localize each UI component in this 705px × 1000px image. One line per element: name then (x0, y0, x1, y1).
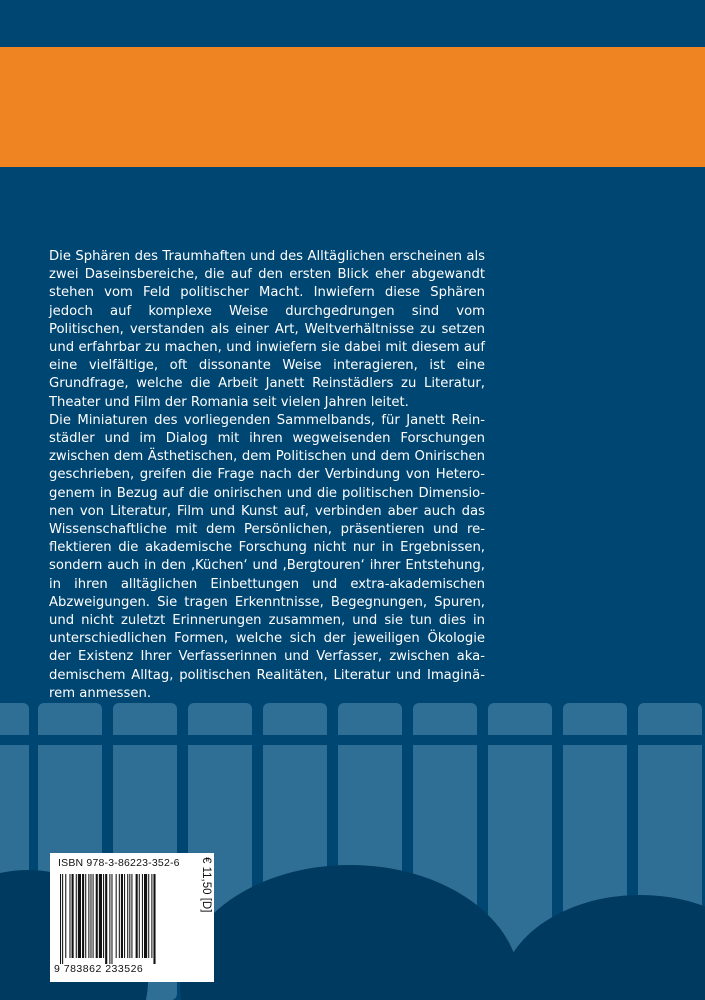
blurb-paragraph-1: Die Sphären des Traumhaften und des Alltäglichen erscheinen als zwei Daseinsbereiche, die auf den ersten Blick eher abgewandt stehen vom Feld politischer Macht. Inwiefern diese Sphären jedoch auf komplexe Weise durchgedrungen sind vom Politischen, verstanden als einer Art, Weltverhältnisse zu setzen und erfahrbar zu machen, und inwiefern sie dabei mit diesem auf eine vielfältige, oft dissonante Weise interagieren, ist eine Grundfrage, welche die Arbeit Janett Reinstädlers zu Literatur, Theater und Film der Romania seit vielen Jahren leitet. (49, 249, 485, 410)
barcode-bar (78, 874, 81, 958)
barcode-bar (116, 874, 117, 958)
barcode-bar (148, 874, 149, 958)
barcode-bar (142, 874, 143, 958)
barcode-bar (85, 874, 86, 958)
barcode-bar (109, 874, 110, 964)
isbn-barcode-label (50, 853, 214, 982)
barcode-bar (69, 874, 70, 958)
barcode-bar (129, 874, 130, 958)
barcode-bar (127, 874, 128, 958)
barcode-bar (119, 874, 120, 958)
price-label (198, 857, 212, 977)
isbn-number: ISBN 978-3-86223-352-6 (58, 857, 180, 869)
barcode-bar (96, 874, 98, 958)
barcode-bar (82, 874, 84, 958)
barcode-bar (65, 874, 66, 958)
barcode-bar (124, 874, 125, 958)
barcode-bar (131, 874, 132, 958)
barcode-bar (111, 874, 112, 964)
barcode-digits: 9 783862 233526 (54, 963, 144, 975)
barcode-bar (72, 874, 74, 958)
barcode-bar (153, 874, 155, 964)
barcode-bar (62, 874, 63, 964)
barcode-bars (60, 874, 186, 964)
barcode-bar (93, 874, 94, 958)
price-text: € 11,50 [D] (200, 857, 212, 913)
back-cover-blurb (49, 248, 485, 703)
barcode-bar (105, 874, 107, 964)
barcode-bar (60, 874, 61, 964)
barcode-bar (136, 874, 138, 958)
barcode-bar (121, 874, 123, 958)
barcode-bar (76, 874, 77, 958)
barcode-bar (151, 874, 152, 958)
barcode-bar (103, 874, 104, 958)
barcode-bar (139, 874, 140, 958)
blurb-paragraph-2: Die Miniaturen des vorliegenden Sammelbands, für Janett Reinstädler und im Dialog mit ihren wegweisenden Forschungen zwischen dem Ästhetischen, dem Politischen und dem Onirischen geschrieben, greifen die Frage nach der Verbindung von Heterogenem in Bezug auf die onirischen und die politischen Dimensionen von Literatur, Film und Kunst auf, verbinden aber auch das Wissenschaftliche mit dem Persönlichen, präsentieren und reflektieren die akademische Forschung nicht nur in Ergebnissen, sondern auch in den ‚Küchen‘ und ‚Bergtouren‘ ihrer Entstehung, in ihren alltäglichen Einbettungen und extra-akademischen Abzweigungen. Sie tragen Erkenntnisse, Begegnungen, Spuren, und nicht zuletzt Erinnerungen zusammen, und sie tun dies in unterschiedlichen Formen, welche sich der jeweiligen Ökologie der Existenz Ihrer Verfasserinnen und Verfasser, zwischen akademischem Alltag, politischen Realitäten, Literatur und Imaginärem anmessen. (49, 412, 485, 701)
barcode-bar (99, 874, 102, 958)
barcode-bar (88, 874, 89, 958)
barcode-bar (90, 874, 91, 958)
orange-accent-band (0, 47, 705, 167)
barcode-bar (144, 874, 147, 958)
